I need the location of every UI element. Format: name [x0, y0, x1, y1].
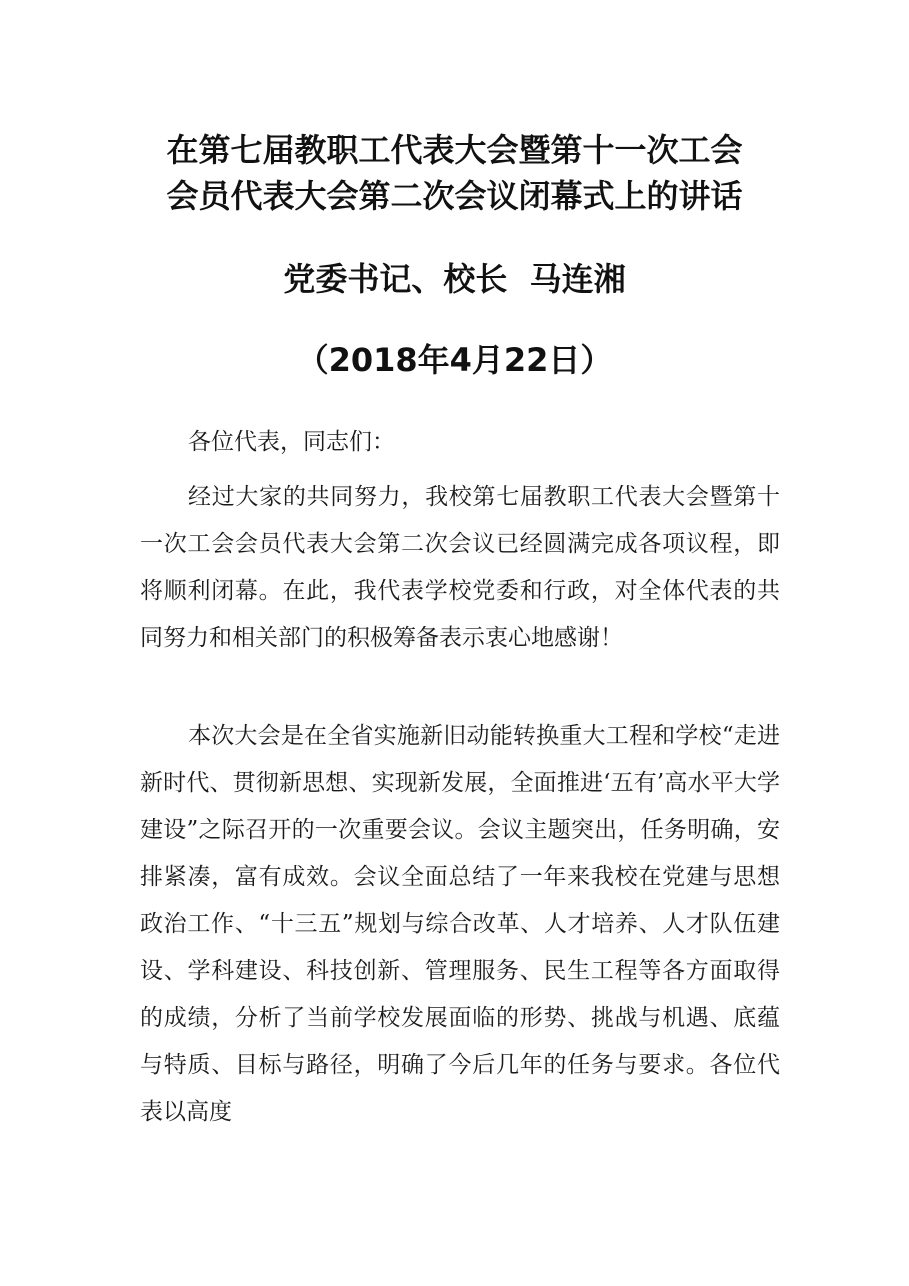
title-line-1: 在第七届教职工代表大会暨第十一次工会 — [166, 131, 743, 169]
salutation: 各位代表，同志们： — [188, 429, 395, 455]
date-line: （2018年4月22日） — [296, 341, 613, 379]
paragraph-1: 经过大家的共同努力，我校第七届教职工代表大会暨第十一次工会会员代表大会第二次会议已经圆满完成各项议程，即将顺利闭幕。在此，我代表学校党委和行政，对全体代表的共同努力和相关部门的积极筹备表示衷心地感谢！ — [140, 484, 780, 651]
paragraph-2: 本次大会是在全省实施新旧动能转换重大工程和学校“走进新时代、贯彻新思想、实现新发展，全面推进‘五有’高水平大学建设”之际召开的一次重要会议。会议主题突出，任务明确，安排紧凑，富有成效。会议全面总结了一年来我校在党建与思想政治工作、“十三五”规划与综合改革、人才培养、人才队伍建设、学科建设、科技创新、管理服务、民生工程等各方面取得的成绩，分析了当前学校发展面临的形势、挑战与机遇、底蕴与特质、目标与路径，明确了今后几年的任务与要求。各位代表以高度 — [140, 723, 780, 1125]
title-line-2: 会员代表大会第二次会议闭幕式上的讲话 — [166, 177, 743, 215]
speaker-line: 党委书记、校长 马连湘 — [283, 260, 626, 298]
